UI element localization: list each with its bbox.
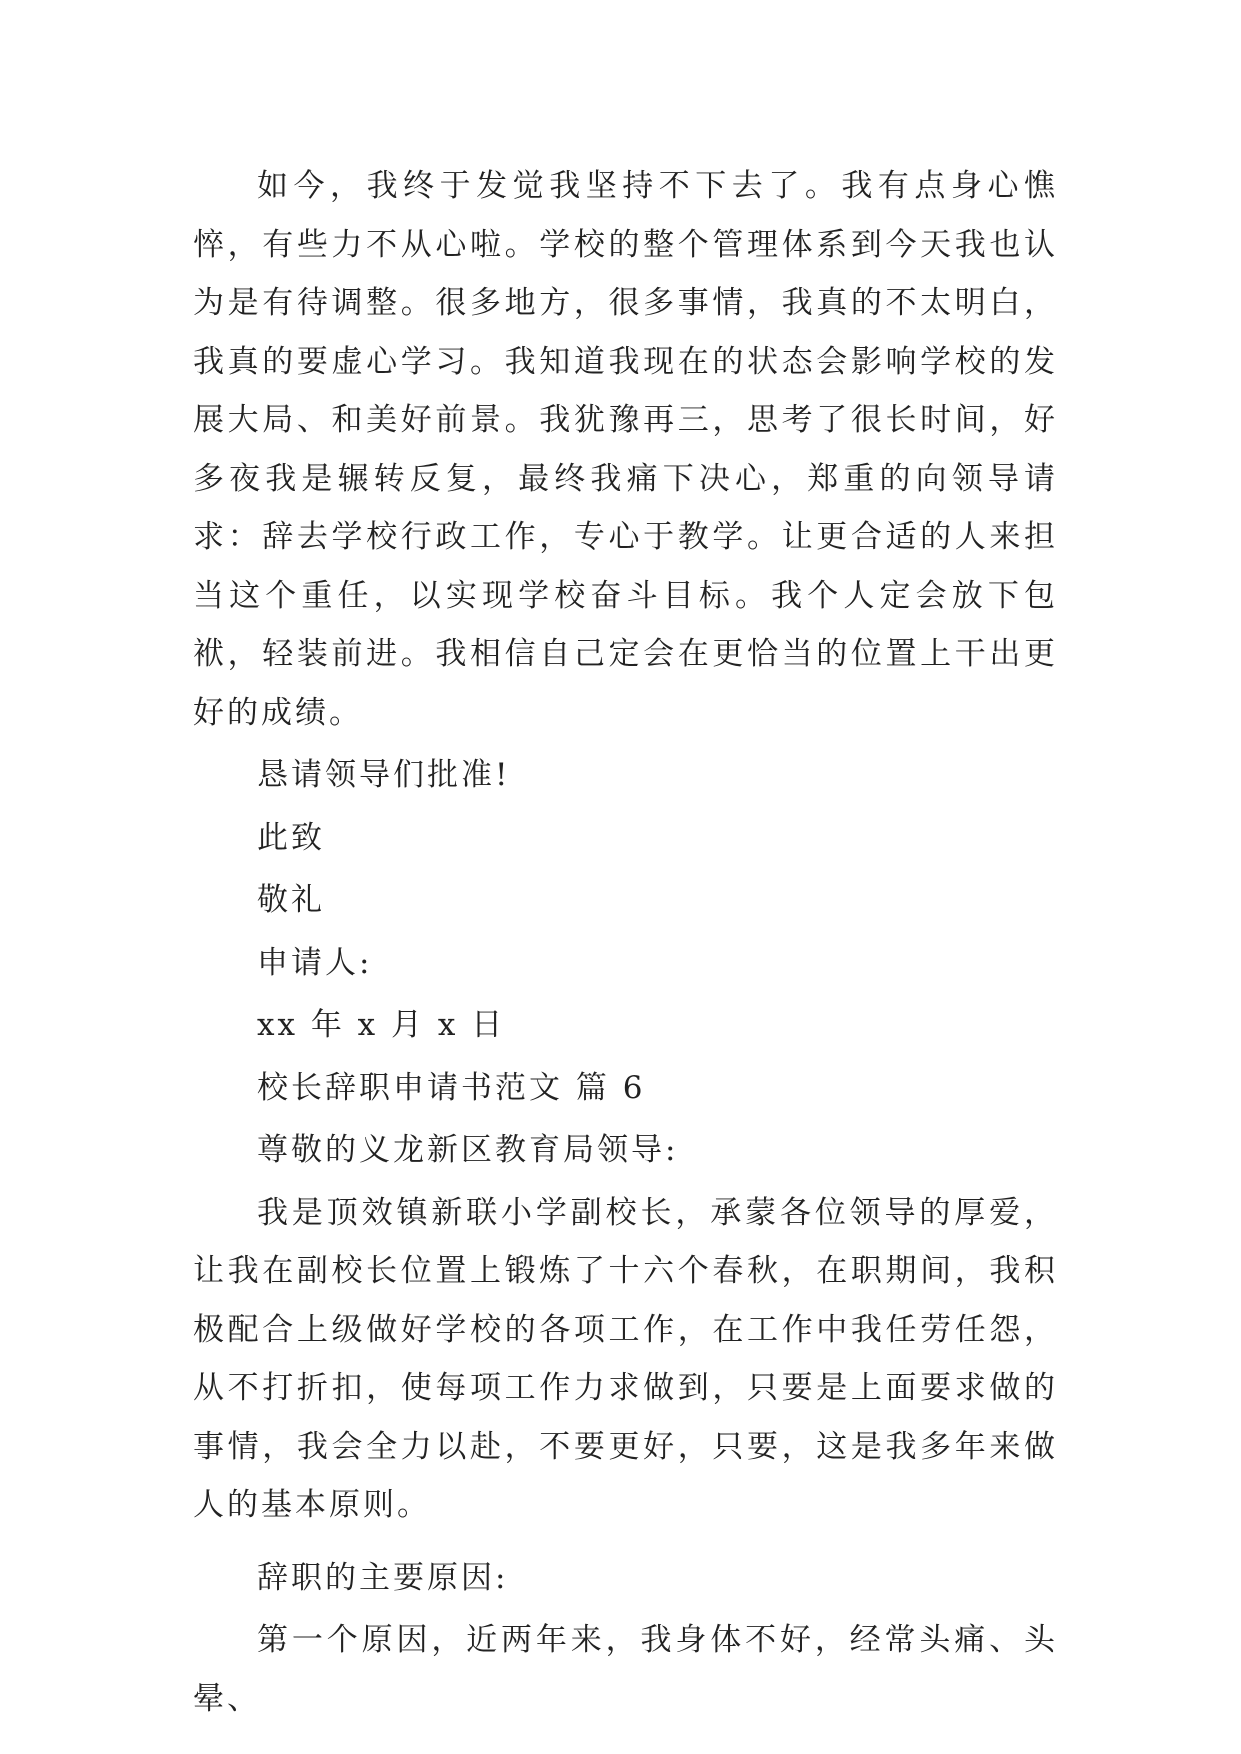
date-line: xx 年 x 月 x 日 [257, 1007, 506, 1043]
document-body [193, 157, 1058, 1728]
request-approval-line: 恳请领导们批准! [257, 757, 511, 793]
reasons-heading: 辞职的主要原因: [257, 1559, 509, 1596]
applicant-label: 申请人: [257, 944, 373, 981]
paragraph-resignation-reason: 如今，我终于发觉我坚持不下去了。我有点身心憔悴，有些力不从心啦。学校的整个管理体系到今天我也认为是有待调整。很多地方，很多事情，我真的不太明白，我真的要虚心学习。我知道我现在的状态会影响学校的发展大局、和美好前景。我犹豫再三，思考了很长时间，好多夜我是辗转反复，最终我痛下决心，郑重的向领导请求：辞去学校行政工作，专心于教学。让更合适的人来担当这个重任，以实现学校奋斗目标。我个人定会放下包袱，轻装前进。我相信自己定会在更恰当的位置上干出更好的成绩。 [193, 168, 1058, 731]
closing-cizhi: 此致 [257, 819, 325, 856]
closing-jingli: 敬礼 [257, 882, 325, 918]
section-title: 校长辞职申请书范文 篇 6 [257, 1069, 646, 1106]
paragraph-self-introduction: 我是顶效镇新联小学副校长，承蒙各位领导的厚爱，让我在副校长位置上锻炼了十六个春秋，在职期间，我积极配合上级做好学校的各项工作，在工作中我任劳任怨，从不打折扣，使每项工作力求做到，只要是上面要求做的事情，我会全力以赴，不要更好，只要，这是我多年来做人的基本原则。 [193, 1194, 1058, 1523]
salutation: 尊敬的义龙新区教育局领导: [257, 1132, 679, 1168]
paragraph-first-reason: 第一个原因，近两年来，我身体不好，经常头痛、头晕、 [193, 1622, 1058, 1717]
